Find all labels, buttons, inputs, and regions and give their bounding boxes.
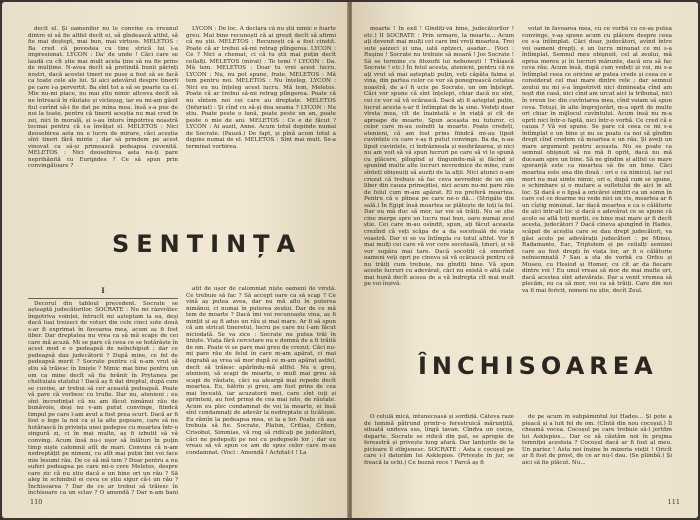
- section-title-sentinta: SENTINȚA: [112, 230, 303, 258]
- section-numeral: I: [101, 286, 105, 295]
- left-bottom-text-2: atît de ușor de calomniat niște oameni de vîrstă. Ce trebuie să fac ? Să accept oare ca să scap ? Ce vină aș putea avea, dar nu mă aflu în puterea nimănui, ci numai în puterea zeului. Dar de ce mă tem de moarte ? Dacă îmi voi recunoaște vina, aș fi mințit și aș fi adus un rău și mai mare. Ar fi să spun că am stricat tineretul, lucru pe care nu l-am făcut niciodată. Se va zice : Socrate nu putea trăi în liniște. Viața fără cercetare nu e demnă de a fi trăită de om. Poate vi se pare mai greu de crezut. Căci nu-mi pare rău de felul în care m-am apărat, ci mai degrabă aș vrea să mor după ce m-am apărat astfel, decît să trăiesc apărîndu-mă altfel. Nu e greu, atenieni, să scapi de moarte, e mult mai greu să scapi de răutate, căci ea aleargă mai repede decît moartea. Eu, bătrîn și greu, am fost prins de cea mai înceată, iar acuzatorii mei, care sînt iuți și sprinteni, au fost prinși de cea mai iute, de răutate. Acum eu plec condamnat de voi la moarte, ei însă sînt condamnați de adevăr la nedreptate și ticăloșie. Eu rămîn la pedeapsa mea, ei la a lor. Poate că așa trebuia să fie. Socrate, Platon, Critias, Criton, Crisobul, Simmias, vă rog să ridicați pe judecători, căci ne pedepsiți pe noi cu pedepsele lor ; dar eu vreau să vă spun ce am de spus celor care m-au condamnat. (Voci : Amendă ! Achitat-l ! La: [186, 286, 336, 456]
- left-bottom-column-1: [28, 286, 178, 496]
- left-page: [2, 2, 348, 518]
- page-number-left: 110: [30, 498, 43, 506]
- right-top-column-2: [522, 26, 672, 341]
- page-number-right: 111: [667, 498, 680, 506]
- left-top-text-2: LYCON : De loc. A declara că nu știi nimic e foarte greu. Mai bine recunoști că ai greșit decît să afirmi că nu știi. MELETOS : Recunoști că a fost cinstit. Poate că ar trebui să-mi retrag plîngerea. LYCON : Ce ? Nici a chemat, ci că tu știi mai puțin decît ceilalți. MELETOS (mirat) : Te temi ? LYCON : Da. Mă tem. MELETOS : Doar tu vrei acest lucru. LYCON : Nu, nu pot spune, frate. MELETOS : Mă tem pentru noi. MELETOS : Nu înțeleg. LYCON : Nici eu nu înțeleg acest lucru. Mă tem, Meletos. Poate că ar trebui să-mi retrag plîngerea. Poate că nu sîntem noi cei care au dreptate. MELETOS (Infuriat) : Și cînd cu să-și dea seama ? LYCON : Nu știu. Poate peste o lună, poate peste un an, poate peste o mie de ani. MELETOS : Ce e de făcut ? LYCON : Ai auzit, Anne. Acum totul depinde numai de Socrate. (Pauză.) De fapt, și pînă acum totul a depins numai de el. MELETOS : Sînt mai mult. Se-a terminat vorbirea.: [186, 26, 336, 150]
- left-top-text-1: decît el. Și oamenilor nu le convine ca vreunul dintre ei să fie altfel decît ei, să gîndească altfel, să fie mai deștept, mai bun, mai virtuos. MELETOS : Ba cred că povestea cu tine strică lui i-a impresionat. LYCON : Da' de unde ! Căci care se laudă cu cît știe mai mult acela ține să nu fie prins de mulțime. N-avea decît să pretindă bunii părinți noștri, dacă acestei tineri ne puse a fost să se facă ca toate cele ale lui. Și aici adevărul despre tinerii pe care i-a pervertit. Ba sînt tot a să se poarte ca el. Mie nu-mi place, nu mai știu nimic altceva decît să ne întreacă în răutate și vicleșug, iar eu mi-am găsit fiul cerînd să-i fie dat pe mîna mea, însă s-a pus de noi la toate, pentru că tinerii aceștia nu mai cred în zei, nici în morală, și s-au întors împotriva noastră tocmai pentru că i-a învățat el. MELETOS : Nici deosebirea asta nu e lucru de mirare, căci aceștia sînt tineri fără minte ; dar să prindem pe acest vinovat ca să-și primească pedeapsa cuvenită. MELETOS : Nici deosebirea asta nu-ți pare neprihănită cu Euripides ? Ce să spun prin convingătoare ?: [28, 26, 178, 170]
- left-top-column-1: [28, 26, 178, 211]
- right-bottom-text-2: de pe acum în subpămîntul lui Hades... Și pote a pleacă și a luit fel de om. (Cîntă din nou cocoșul.) Îl cheamă vocea. Cocoșul pe care trebuie să-l jertfim lui Asklepios... Dar ce să căutăm noi în prejma temniței acesteia ? Cocoșul dacă ar fi fost al meu. Un pariez ! Asta noi înșine în mizeria vieții ! Oricît ar fi fost de prost, de ce ar nu-l dau. (Se plimbă.) Și aici să fie plăcut. Nu...: [522, 414, 672, 466]
- left-top-column-2: [186, 26, 336, 211]
- section-divider: [28, 298, 178, 299]
- right-bottom-column-1: [364, 414, 514, 496]
- right-bottom-column-2: [522, 414, 672, 496]
- left-bottom-text-1: Decorul din tabloul precedent. Socrate se așteaptă judecătorilor. SOCRATE : Nu mi răzvrătec împotriva voinței, întrucît mi așteptam la ea, deși dacă luai treizeci de voturi din cele cinci sute două s-ar fi exprimat în favoarea mea, acum aș fi fost liber. Dar dreptatea nu vrea ca să mă scape de cei care mă acuză. Mi se pare că ceea ce se hotărăște în acest mod e o pedeapsă de neînchipuit ; dar ce pedeapsă dau judecătorii ? După mine, ce fel de pedeapsă merit ? Socrate pentru că n-am vrut să știu să trăiesc în liniște ? Nimic mai bine pentru un om ca mine decît să fiu hrănit în Prytaneu pe cheltuiala statului ! Dacă aș fi dat dreptul, după cum se cuvine, ar trebui să cer această pedeapsă. Poate vă pare că vorbesc cu trufie. Dar nu, atenieni ; eu sînt încredințat că nu am făcut nimănui rău de bunăvoie, deși nu v-am putut convinge, fiindcă timpul pe care l-am avut a fost prea scurt. Dacă ar fi fost o lege la noi ca și la alte popoare, care să nu hotărască în privința unei pedepse cu moartea într-o singură zi, ci în mai multe, aș fi izbutit să vă conving. Acum însă nu-i ușor să înlături în puțin timp niște calomnii atît de mari. Convins că n-am nedreptățit pe nimeni, cu atît mai puțin îmi voi face mie însumi rău. De ce să mă tem ? Doar pentru a nu suferi pedeapsa pe care mi-o cere Meletos, despre care zic că nu știu dacă e un bine ori un rău ? Să aleg în schimbul ei ceva ce știu sigur că-i un rău ? Închisoarea ? Dar de ce ar trebui să trăiesc în închisoare ca un sclav ? O amendă ? Dar n-am bani: [28, 300, 178, 496]
- book-spread: [2, 2, 698, 518]
- right-top-text-2: votat în favoarea mea, cu ce vorbă cu ce-aș putea convinge, v-aș spune acum cu plăcere despre ceea ce s-a întîmplat. Căci doar, judecători, avînd între voi oameni drepți, e un lucru minunat ce mi s-a întîmplat. Semnul meu obișnuit, cel al zeului, mă oprea mereu și în lucruri mărunte, dacă era să fac ceva rău. Acum însă, după cum vedeți și voi, mi s-a întîmplat ceea ce oricine ar putea crede și ceea ce e considerat cel mai mare dintre rele ; dar semnul zeului nu mi s-a împotrivit nici dimineața cînd am ieșit din casă, nici cînd am urcat aici la tribunal, nici în vreun loc din cuvîntarea mea, cînd voiam să spun ceva. Totuși, în alte împrejurări, m-a oprit de multe ori chiar în mijlocul cuvîntului. Acum însă nu m-a oprit nici într-o faptă, nici într-o vorbă. Ce cred că e cauza ? Vă voi spune. Se pare că ceea ce mi s-a întîmplat e un bine și nu se poate ca noi să gîndim drept cînd credem că moartea e un rău. Și aveți un mare argument pentru aceasta. Nu se poate ca semnul obișnuit să nu mă fi oprit, dacă nu mă duceam spre un bine. Să ne gîndim și altfel ce mare speranță este ca moartea să fie un bine. Căci moartea este una din două : ori e ca nimicul, iar cel mort nu mai simte nimic, ori e, după cum se spune, o schimbare și o mutare a sufletului de aici în alt loc. Și dacă e o lipsă a oricărei simțiri ca un somn în care cel ce doarme nu vede nici un vis, moartea ar fi un cîștig minunat. Iar dacă moartea e ca o călătorie de aici într-alt loc și dacă e adevărat ce se spune că acolo se află toți morții, ce bine mai mare ar fi decît acesta, judecători ? Dacă cineva ajungînd în Hades, scăpat de aceștia care se dau drept judecători, va găsi acolo pe adevărații judecători : pe Minos, Radamante, Eac, Triptolem și pe ceilalți semizei care au fost drepți în viața lor, ar fi o călătorie neînsemnată ? Sau a sta de vorbă cu Orfeu și Museu, cu Hesiod și Homer, cu cît ar da fiecare dintre voi ! Eu unul vreau să mor de mai multe ori, dacă acestea sînt adevărate. Dar a venit vremea să plecăm, eu ca să mor, voi ca să trăiți. Care din noi va fi mai fericit, nimeni nu știe, decît Zeul.: [522, 26, 672, 294]
- right-page: [352, 2, 698, 518]
- right-top-text-1: moarte ! În exil ! Gîndiți-vă bine, judecătorilor ! etc.) II SOCRATE : Prin urmare, la moarte... Acum ați devenit mai mulți cei care îmi vreți moartea. Trei sute șaizeci și una, iată optzeci, asadar... (Voci : Rușine ! Socrate nu trebuie să moară ! Jos Socrate ! Să se termine cu filozofii lui nebunești ! Trăiască Socrate ! etc.) În felul acesta, atenieni, pentru că nu ați vrut să mai așteptați puțin, veți căpăta faima și vina, din partea celor ce vor să ponegrească cetatea noastră, de a-l fi ucis pe Socrate, un om înțelept. Căci vor spune că sînt înțelept, chiar dacă nu sînt, cei ce vor să vă ocărască. Dacă ați fi așteptat puțin, lucrul acesta s-ar fi întîmplat de la sine. Vedeți doar vîrsta mea, cît de înaintată e în viață și cît de aproape de moarte. Spun aceasta nu tuturor, ci celor care m-au osîndit la moarte. Poate credeți, atenieni, că am fost prins fiindcă mi-au lipsit cuvintele cu care v-aș fi putut convinge. Ba da, n-au lipsit cuvintele, ci îndrăzneala și neobrăzarea, și nici nu am voit să vă spun lucruri pe care să vi le spună cu plăcere, plîngînd și tînguindu-mă și făcînd și spunînd multe alte lucruri nevrednice de mine, cum sînteți obișnuiți să auziți de la alții. Nici atunci n-am crezut că trebuie să fac ceva nevrednic de un om liber din cauza primejdiei, nici acum nu-mi pare rău de felul cum m-am apărat. El nu preferă moartea. Pentru că e pîinea pe care ne-o dă... (Strigăte din sală.) În Egipt însă moartea se plătește de toți la fel. Dar eu mă duc să mor, iar voi să trăiți. Nu se știe cine merge spre un lucru mai bun, oare numai zeul știe. Cei care m-au osîndit, spun, ați făcut aceasta crezînd că veți scăpa de a da socoteală de viața voastră. Dar vi se va întîmpla cu totul altfel. Vor fi mai mulți cei care vă vor cere socoteală, tineri, și vă vor supăra mai tare. Dacă socotiți că omorînd oameni veți opri pe cineva să vă ocărască pentru că nu trăiți cum trebuie, nu gîndiți bine. Vă spun aceste lucruri cu adevărat, căci nu există o altă cale mai bună decît aceea de a vă îndrepta cît mai mult pe voi înșivă.: [364, 26, 514, 288]
- section-title-inchisoarea: ÎNCHISOAREA: [418, 352, 658, 380]
- right-bottom-text-1: O celulă mică, întunecoasă și sordidă. Câteva raze de lumină pătrund printr-o ferestruică mărunțită, situată undeva sus, lîngă tavan. Cîndva un cocoș, departe. Socrate se ridică din pat, se apropie de fereastră și privește lung afară. Dar lanțurile de la picioare îl stînjenesc. SOCRATE : Asta e cocoșul pe care i-l datorăm lui Asklepios. (Privește în jur, se freacă la ochi.) Ce beznă rece ! Parcă aș fi: [364, 414, 514, 466]
- left-bottom-column-2: [186, 286, 336, 496]
- right-top-column-1: [364, 26, 514, 341]
